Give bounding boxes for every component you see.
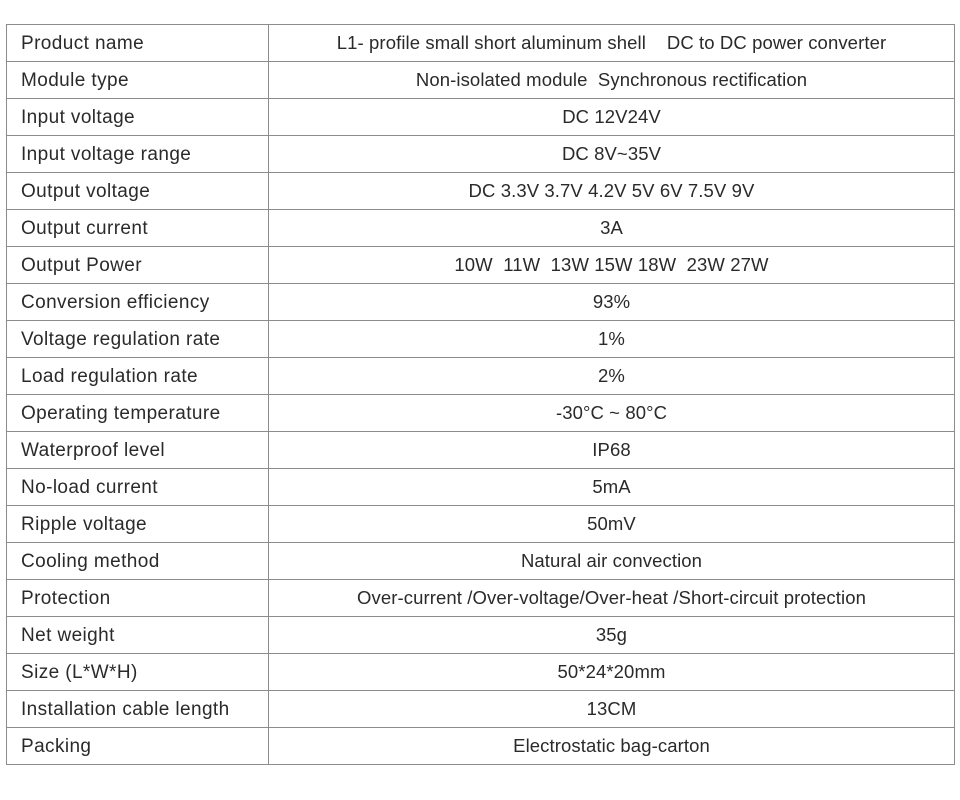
row-label: Output voltage — [7, 173, 269, 210]
row-value: 10W 11W 13W 15W 18W 23W 27W — [269, 247, 955, 284]
table-row — [7, 617, 955, 654]
table-row — [7, 432, 955, 469]
row-label: Input voltage — [7, 99, 269, 136]
row-label: Cooling method — [7, 543, 269, 580]
row-label: Size (L*W*H) — [7, 654, 269, 691]
table-row — [7, 358, 955, 395]
table-row — [7, 395, 955, 432]
table-row — [7, 321, 955, 358]
row-value: 50mV — [269, 506, 955, 543]
row-value: 13CM — [269, 691, 955, 728]
table-row — [7, 62, 955, 99]
table-row — [7, 580, 955, 617]
row-value: 93% — [269, 284, 955, 321]
table-row — [7, 506, 955, 543]
table-row — [7, 691, 955, 728]
row-value: DC 8V~35V — [269, 136, 955, 173]
row-value: Electrostatic bag-carton — [269, 728, 955, 765]
row-value: DC 3.3V 3.7V 4.2V 5V 6V 7.5V 9V — [269, 173, 955, 210]
table-row — [7, 136, 955, 173]
row-value: 1% — [269, 321, 955, 358]
row-value: DC 12V24V — [269, 99, 955, 136]
row-value: Over-current /Over-voltage/Over-heat /Short-circuit protection — [269, 580, 955, 617]
table-row — [7, 247, 955, 284]
table-row — [7, 284, 955, 321]
row-label: Output Power — [7, 247, 269, 284]
row-label: Module type — [7, 62, 269, 99]
row-label: Voltage regulation rate — [7, 321, 269, 358]
row-label: Output current — [7, 210, 269, 247]
row-value: 35g — [269, 617, 955, 654]
table-row — [7, 99, 955, 136]
row-value: Non-isolated module Synchronous rectification — [269, 62, 955, 99]
row-value: IP68 — [269, 432, 955, 469]
row-label: Net weight — [7, 617, 269, 654]
row-label: Product name — [7, 25, 269, 62]
table-row — [7, 25, 955, 62]
specification-table — [6, 24, 955, 765]
row-label: Input voltage range — [7, 136, 269, 173]
row-label: Operating temperature — [7, 395, 269, 432]
table-row — [7, 728, 955, 765]
row-value: L1- profile small short aluminum shell DC to DC power converter — [269, 25, 955, 62]
table-row — [7, 173, 955, 210]
specification-table-body — [7, 25, 955, 765]
row-label: Protection — [7, 580, 269, 617]
row-value: 50*24*20mm — [269, 654, 955, 691]
row-value: Natural air convection — [269, 543, 955, 580]
row-label: Conversion efficiency — [7, 284, 269, 321]
row-value: 2% — [269, 358, 955, 395]
row-value: -30°C ~ 80°C — [269, 395, 955, 432]
row-label: Packing — [7, 728, 269, 765]
row-label: No-load current — [7, 469, 269, 506]
row-value: 5mA — [269, 469, 955, 506]
table-row — [7, 543, 955, 580]
table-row — [7, 654, 955, 691]
row-label: Load regulation rate — [7, 358, 269, 395]
row-label: Ripple voltage — [7, 506, 269, 543]
row-label: Installation cable length — [7, 691, 269, 728]
table-row — [7, 469, 955, 506]
row-value: 3A — [269, 210, 955, 247]
row-label: Waterproof level — [7, 432, 269, 469]
table-row — [7, 210, 955, 247]
